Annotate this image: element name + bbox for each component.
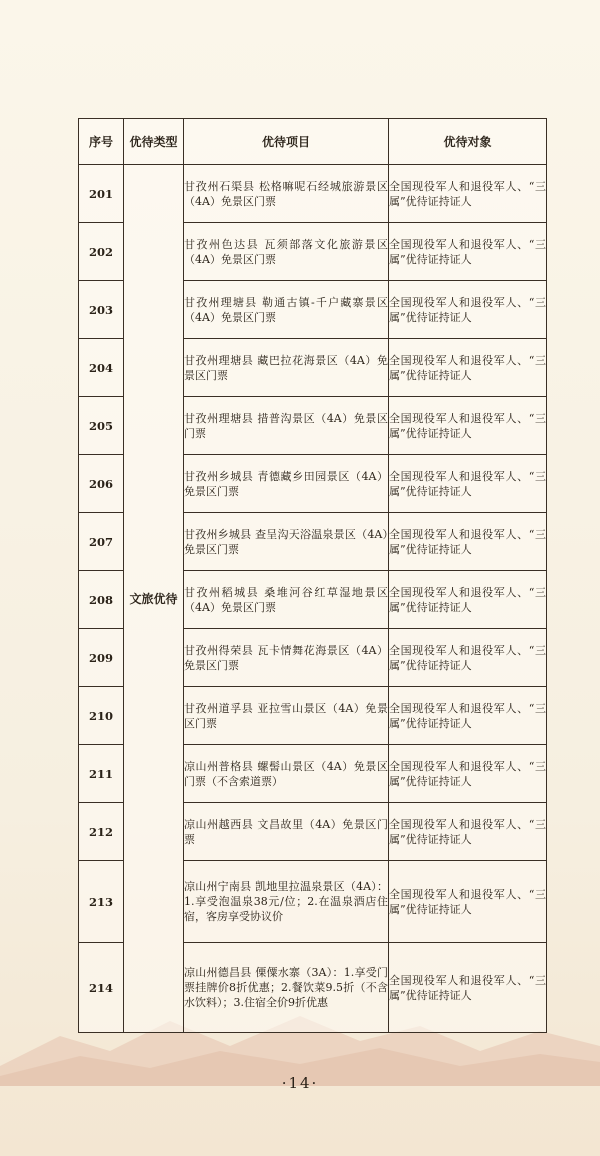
row-target: 全国现役军人和退役军人、“三属”优待证持证人 [389, 803, 547, 861]
row-number: 210 [79, 687, 124, 745]
row-number: 213 [79, 861, 124, 943]
row-target: 全国现役军人和退役军人、“三属”优待证持证人 [389, 223, 547, 281]
table-header-row [79, 119, 547, 165]
row-item: 甘孜州色达县 瓦须部落文化旅游景区（4A）免景区门票 [184, 223, 389, 281]
table-row [79, 165, 547, 223]
row-item: 凉山州德昌县 傈僳水寨（3A）：1.享受门票挂牌价8折优惠；2.餐饮菜9.5折（不含水饮料）；3.住宿全价9折优惠 [184, 943, 389, 1033]
benefits-table [78, 118, 547, 1033]
row-number: 203 [79, 281, 124, 339]
row-target: 全国现役军人和退役军人、“三属”优待证持证人 [389, 687, 547, 745]
row-number: 207 [79, 513, 124, 571]
row-item: 凉山州普格县 螺髻山景区（4A）免景区门票（不含索道票） [184, 745, 389, 803]
row-target: 全国现役军人和退役军人、“三属”优待证持证人 [389, 281, 547, 339]
header-seq: 序号 [79, 119, 124, 165]
row-item: 甘孜州乡城县 青德藏乡田园景区（4A）免景区门票 [184, 455, 389, 513]
row-target: 全国现役军人和退役军人、“三属”优待证持证人 [389, 943, 547, 1033]
row-number: 201 [79, 165, 124, 223]
header-item: 优待项目 [184, 119, 389, 165]
row-number: 205 [79, 397, 124, 455]
row-target: 全国现役军人和退役军人、“三属”优待证持证人 [389, 397, 547, 455]
row-target: 全国现役军人和退役军人、“三属”优待证持证人 [389, 339, 547, 397]
row-target: 全国现役军人和退役军人、“三属”优待证持证人 [389, 629, 547, 687]
row-item: 甘孜州稻城县 桑堆河谷红草湿地景区（4A）免景区门票 [184, 571, 389, 629]
row-number: 212 [79, 803, 124, 861]
category-cell: 文旅优待 [124, 165, 184, 1033]
row-number: 204 [79, 339, 124, 397]
row-target: 全国现役军人和退役军人、“三属”优待证持证人 [389, 513, 547, 571]
row-number: 209 [79, 629, 124, 687]
page-number: ·14· [281, 1074, 319, 1092]
row-target: 全国现役军人和退役军人、“三属”优待证持证人 [389, 571, 547, 629]
row-item: 甘孜州道孚县 亚拉雪山景区（4A）免景区门票 [184, 687, 389, 745]
row-number: 214 [79, 943, 124, 1033]
row-item: 甘孜州理塘县 勒通古镇-千户藏寨景区（4A）免景区门票 [184, 281, 389, 339]
header-target: 优待对象 [389, 119, 547, 165]
row-number: 202 [79, 223, 124, 281]
row-number: 206 [79, 455, 124, 513]
row-item: 甘孜州理塘县 藏巴拉花海景区（4A）免景区门票 [184, 339, 389, 397]
row-target: 全国现役军人和退役军人、“三属”优待证持证人 [389, 861, 547, 943]
row-item: 甘孜州理塘县 措普沟景区（4A）免景区门票 [184, 397, 389, 455]
row-number: 211 [79, 745, 124, 803]
row-target: 全国现役军人和退役军人、“三属”优待证持证人 [389, 165, 547, 223]
row-target: 全国现役军人和退役军人、“三属”优待证持证人 [389, 455, 547, 513]
row-target: 全国现役军人和退役军人、“三属”优待证持证人 [389, 745, 547, 803]
header-type: 优待类型 [124, 119, 184, 165]
row-number: 208 [79, 571, 124, 629]
row-item: 凉山州越西县 文昌故里（4A）免景区门票 [184, 803, 389, 861]
row-item: 甘孜州乡城县 查呈沟天浴温泉景区（4A）免景区门票 [184, 513, 389, 571]
row-item: 甘孜州得荣县 瓦卡情舞花海景区（4A）免景区门票 [184, 629, 389, 687]
row-item: 甘孜州石渠县 松格嘛呢石经城旅游景区（4A）免景区门票 [184, 165, 389, 223]
row-item: 凉山州宁南县 凯地里拉温泉景区（4A）：1.享受泡温泉38元/位；2.在温泉酒店住宿，客房享受协议价 [184, 861, 389, 943]
